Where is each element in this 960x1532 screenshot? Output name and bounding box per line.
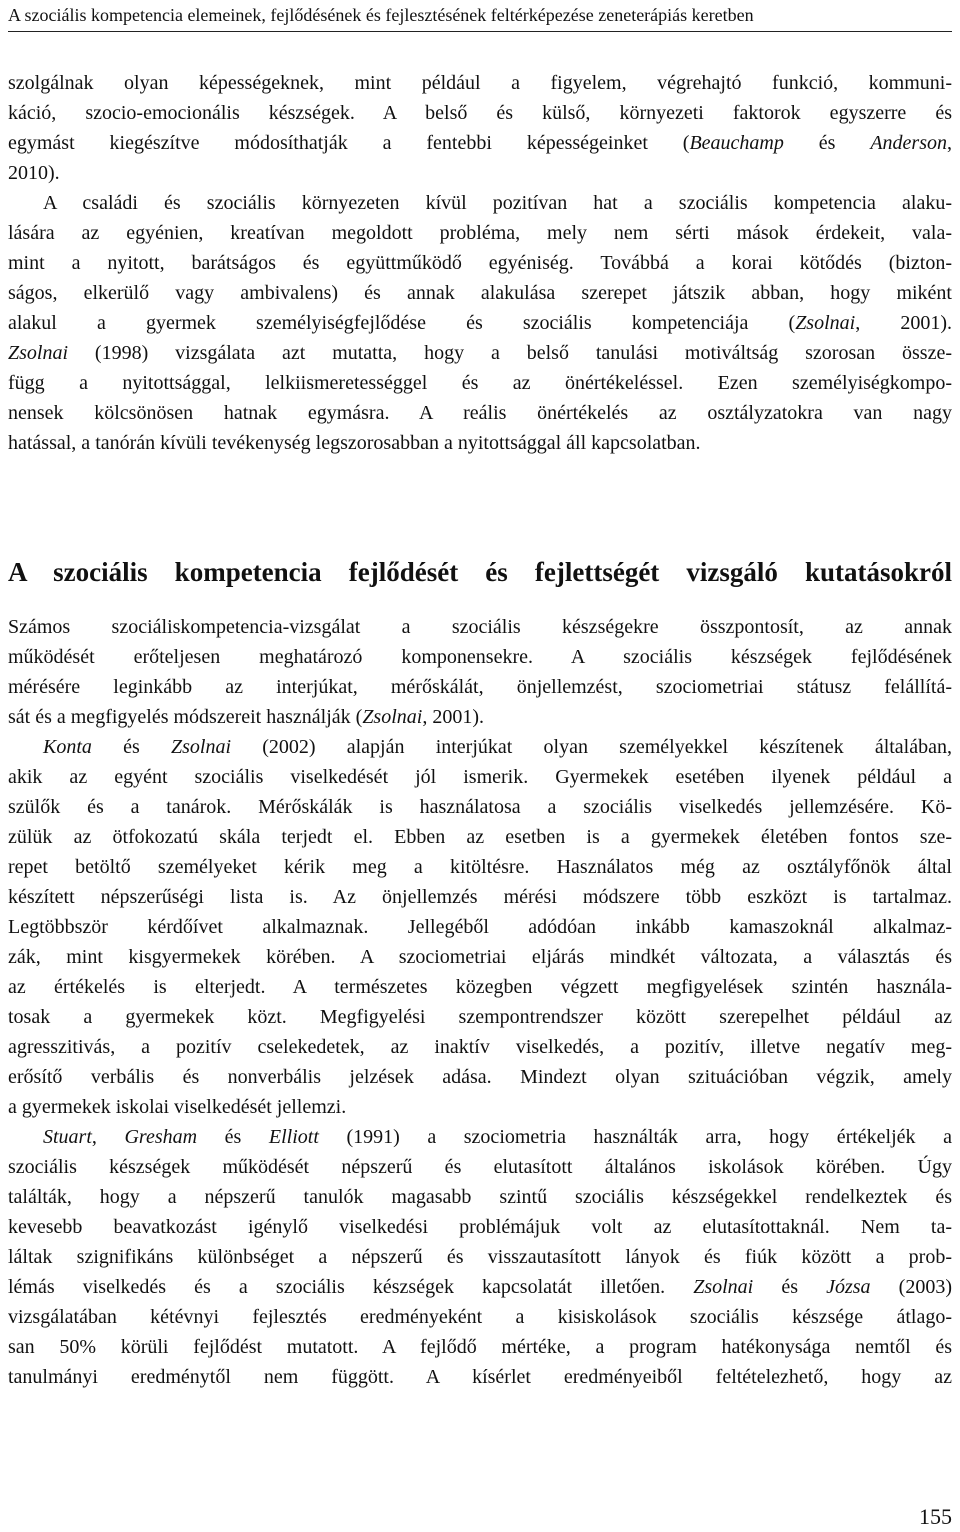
text-line: káció, szocio-emocionális készségek. A belső és külső, környezeti faktorok egyszerre és [8,102,952,124]
text-line: kevesebb beavatkozást igénylő viselkedési problémájuk volt az elutasítottaknál. Nem ta- [8,1216,952,1238]
text-line: egymást kiegészítve módosíthatják a fentebbi képességeinket (Beauchamp és Anderson, [8,132,952,154]
text-line: san 50% körüli fejlődést mutatott. A fejlődő mértéke, a program hatékonysága nemtől és [8,1336,952,1358]
text-line: Konta és Zsolnai (2002) alapján interjúkat olyan személyekkel készítenek általában, [43,736,952,758]
text-line: Stuart, Gresham és Elliott (1991) a szociometria használták arra, hogy értékeljék a [43,1126,952,1148]
text-line: szülők és a tanárok. Mérőskálák is használatosa a szociális viselkedés jellemzésére. Kö- [8,796,952,818]
text-line: sát és a megfigyelés módszereit használják (Zsolnai, 2001). [8,706,485,728]
body-text-upper [8,68,952,458]
text-line: mérésére leginkább az interjúkat, mérőskálát, önjellemzést, szociometriai státusz felállítá- [8,676,952,698]
text-line: vizsgálatában kétévnyi fejlesztés eredményeként a kisiskolások szociális készsége átlago- [8,1306,952,1328]
text-line: A családi és szociális környezeten kívül pozitívan hat a szociális kompetencia alaku- [43,192,952,214]
text-line: Zsolnai (1998) vizsgálata azt mutatta, hogy a belső tanulási motiváltság szorosan össze- [8,342,952,364]
running-head: A szociális kompetencia elemeinek, fejlődésének és fejlesztésének feltérképezése zeneterápiás keretben [8,5,754,25]
text-line: láltak szignifikáns különbséget a népszerű és visszautasított lányok és fiúk között a prob- [8,1246,952,1268]
text-line: 2010). [8,162,60,184]
text-line: működését erőteljesen meghatározó komponensekre. A szociális készségek fejlődésének [8,646,952,668]
text-line: szolgálnak olyan képességeknek, mint például a figyelem, végrehajtó funkció, kommuni- [8,72,952,94]
text-line: zák, mint kisgyermekek körében. A szociometriai eljárás mindkét változata, a választás és [8,946,952,968]
body-text-lower [8,612,952,1392]
text-line: szociális készségek működését népszerű és elutasított általános iskolások körében. Úgy [8,1156,952,1178]
section-heading: A szociális kompetencia fejlődését és fejlettségét vizsgáló kutatásokról [8,557,952,587]
text-line: ságos, elkerülő vagy ambivalens) és annak alakulása szerepet játszik abban, hogy miként [8,282,952,304]
text-line: készített népszerűségi lista is. Az önjellemzés mérési módszere több eszközt is tartalmaz. [8,886,952,908]
text-line: a gyermekek iskolai viselkedését jellemzi. [8,1096,347,1118]
text-line: alakul a gyermek személyiségfejlődése és szociális kompetenciája (Zsolnai, 2001). [8,312,952,334]
text-line: akik az egyént szociális viselkedését jól ismerik. Gyermekek esetében ilyenek például a [8,766,952,788]
text-line: függ a nyitottsággal, lelkiismeretességgel és az önértékeléssel. Ezen személyiségkompo- [8,372,952,394]
text-line: hatással, a tanórán kívüli tevékenység legszorosabban a nyitottsággal áll kapcsolatban. [8,432,701,454]
page-number: 155 [919,1504,952,1529]
text-line: tanulmányi eredménytől nem függött. A kísérlet eredményeiből feltételezhető, hogy az [8,1366,952,1388]
text-line: találták, hogy a népszerű tanulók magasabb szintű szociális készségekkel rendelkeztek és [8,1186,952,1208]
text-line: mint a nyitott, barátságos és együttműködő egyéniség. Továbbá a korai kötődés (bizton- [8,252,952,274]
text-line: tosak a gyermekek közt. Megfigyelési szempontrendszer között szerepelhet például az [8,1006,952,1028]
text-line: agresszitivás, a pozitív cselekedetek, az inaktív viselkedés, a pozitív, illetve negatív meg- [8,1036,952,1058]
text-line: erősítő verbális és nonverbális jelzések adása. Mindezt olyan szituációban végzik, amely [8,1066,952,1088]
text-line: Legtöbbször kérdőívet alkalmaznak. Jellegéből adódóan inkább kamaszoknál alkalmaz- [8,916,952,938]
text-line: repet betöltő személyeket kérik meg a kitöltésre. Használatos még az osztályfőnök által [8,856,952,878]
text-line: lémás viselkedés és a szociális készségek kapcsolatát illetően. Zsolnai és Józsa (2003) [8,1276,952,1298]
text-line: Számos szociáliskompetencia-vizsgálat a szociális készségekre összpontosít, az annak [8,616,952,638]
text-line: lására az egyénien, kreatívan megoldott probléma, mely nem sérti mások érdekeit, vala- [8,222,952,244]
text-line: az értékelés is elterjedt. A természetes közegben végzett megfigyelések szintén használa- [8,976,952,998]
text-line: zülük az ötfokozatú skála terjedt el. Ebben az esetben is a gyermekek életében fontos sze- [8,826,952,848]
header-rule [8,31,952,32]
text-line: nensek kölcsönösen hatnak egymásra. A reális önértékelés az osztályzatokra van nagy [8,402,952,424]
